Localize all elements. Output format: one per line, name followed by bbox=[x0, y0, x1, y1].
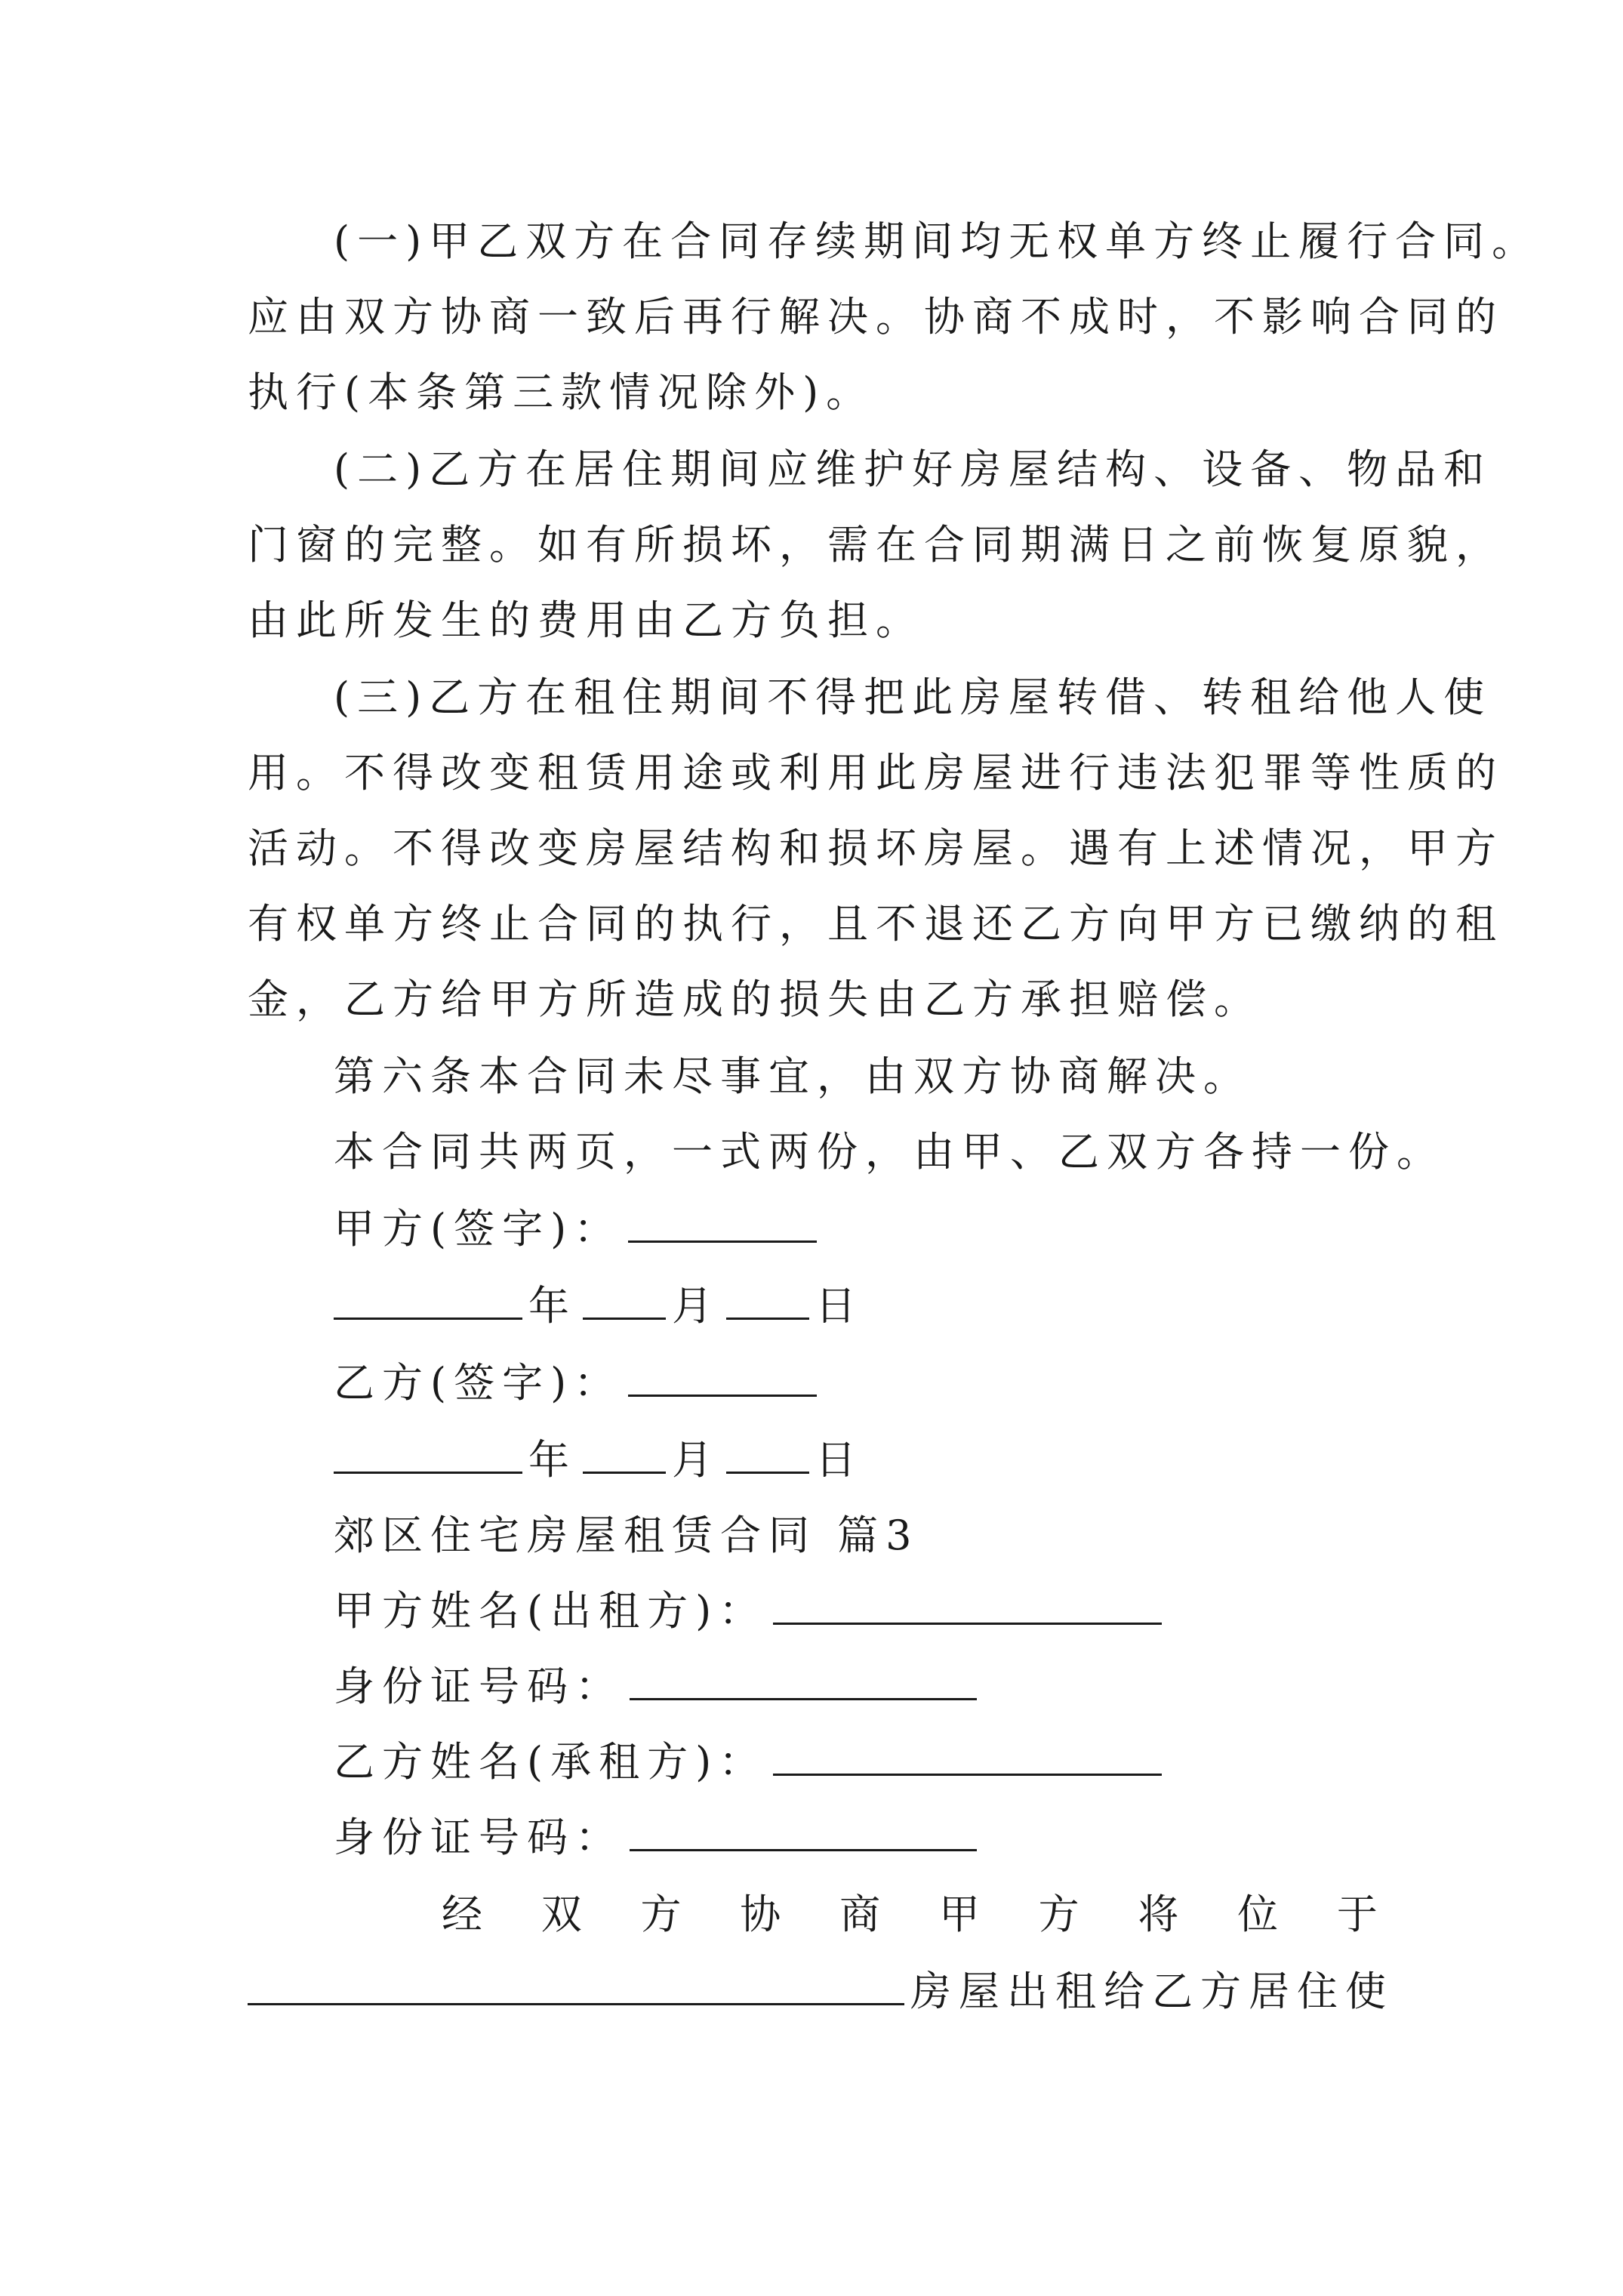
party-b-name-blank[interactable] bbox=[773, 1727, 1162, 1776]
party-a-date-row bbox=[334, 1268, 1466, 1344]
spread-char: 将 bbox=[1138, 1891, 1179, 1938]
clause-3-line-4: 有权单方终止合同的执行，且不退还乙方向甲方已缴纳的租 bbox=[248, 900, 1504, 948]
spread-char: 方 bbox=[1038, 1891, 1079, 1938]
year-label: 年 bbox=[528, 1436, 577, 1484]
id-number-b-label: 身份证号码： bbox=[334, 1814, 624, 1861]
party-a-signature-row bbox=[334, 1191, 1466, 1267]
spread-char: 于 bbox=[1336, 1891, 1378, 1938]
section-title: 郊区住宅房屋租赁合同 篇3 bbox=[334, 1512, 919, 1559]
party-a-sign-label: 甲方(签字)： bbox=[334, 1205, 623, 1253]
spread-char: 双 bbox=[540, 1891, 582, 1938]
spread-char: 协 bbox=[740, 1891, 781, 1938]
party-a-name-label: 甲方姓名(出租方)： bbox=[334, 1587, 768, 1635]
party-a-year-blank[interactable] bbox=[334, 1271, 522, 1320]
clause-3-line-1: (三)乙方在租住期间不得把此房屋转借、转租给他人使 bbox=[334, 673, 1492, 721]
spread-char: 方 bbox=[640, 1891, 682, 1938]
party-b-month-blank[interactable] bbox=[583, 1425, 666, 1474]
month-label: 月 bbox=[672, 1282, 720, 1330]
party-b-sign-label: 乙方(签字)： bbox=[334, 1359, 623, 1407]
party-a-name-blank[interactable] bbox=[773, 1576, 1162, 1625]
party-b-year-blank[interactable] bbox=[334, 1425, 522, 1474]
year-label: 年 bbox=[528, 1282, 577, 1330]
party-b-day-blank[interactable] bbox=[726, 1425, 809, 1474]
agreement-line-2-text: 房屋出租给乙方居住使 bbox=[910, 1968, 1394, 2015]
id-number-a-row bbox=[334, 1649, 1466, 1724]
clause-2-line-1: (二)乙方在居住期间应维护好房屋结构、设备、物品和 bbox=[334, 445, 1492, 493]
clause-1-line-3: 执行(本条第三款情况除外)。 bbox=[248, 368, 875, 416]
party-a-month-blank[interactable] bbox=[583, 1271, 666, 1320]
party-b-date-row bbox=[334, 1422, 1466, 1498]
party-b-name-label: 乙方姓名(承租方)： bbox=[334, 1738, 768, 1786]
id-number-a-blank[interactable] bbox=[630, 1651, 977, 1700]
party-a-name-row bbox=[334, 1573, 1466, 1649]
clause-3-line-2: 用。不得改变租赁用途或利用此房屋进行违法犯罪等性质的 bbox=[248, 749, 1504, 797]
day-label: 日 bbox=[815, 1436, 864, 1484]
clause-1-line-2: 应由双方协商一致后再行解决。协商不成时，不影响合同的 bbox=[248, 293, 1504, 341]
clause-3-line-5: 金，乙方给甲方所造成的损失由乙方承担赔偿。 bbox=[248, 975, 1262, 1023]
article-6: 第六条本合同未尽事宜，由双方协商解决。 bbox=[334, 1052, 1252, 1100]
party-b-signature-row bbox=[334, 1345, 1466, 1421]
month-label: 月 bbox=[672, 1436, 720, 1484]
spread-char: 经 bbox=[442, 1891, 482, 1938]
party-a-signature-blank[interactable] bbox=[628, 1194, 817, 1243]
clause-3-line-3: 活动。不得改变房屋结构和损坏房屋。遇有上述情况，甲方 bbox=[248, 824, 1504, 872]
id-number-a-label: 身份证号码： bbox=[334, 1663, 624, 1710]
clause-1-line-1: (一)甲乙双方在合同存续期间均无权单方终止履行合同。 bbox=[334, 217, 1541, 265]
clause-2-line-3: 由此所发生的费用由乙方负担。 bbox=[248, 596, 924, 644]
spread-char: 甲 bbox=[938, 1891, 980, 1938]
party-b-name-row bbox=[334, 1724, 1466, 1800]
clause-2-line-2: 门窗的完整。如有所损坏，需在合同期满日之前恢复原貌， bbox=[248, 521, 1504, 569]
id-number-b-row bbox=[334, 1800, 1466, 1875]
copies-statement: 本合同共两页，一式两份，由甲、乙双方各持一份。 bbox=[334, 1128, 1445, 1176]
property-address-blank[interactable] bbox=[248, 1956, 904, 2005]
spread-char: 位 bbox=[1237, 1891, 1279, 1938]
party-a-day-blank[interactable] bbox=[726, 1271, 809, 1320]
day-label: 日 bbox=[815, 1282, 864, 1330]
id-number-b-blank[interactable] bbox=[630, 1802, 977, 1851]
spread-char: 商 bbox=[839, 1891, 881, 1938]
agreement-line-2 bbox=[248, 1954, 1394, 2029]
party-b-signature-blank[interactable] bbox=[628, 1348, 817, 1397]
agreement-spread-line bbox=[442, 1877, 1378, 1952]
